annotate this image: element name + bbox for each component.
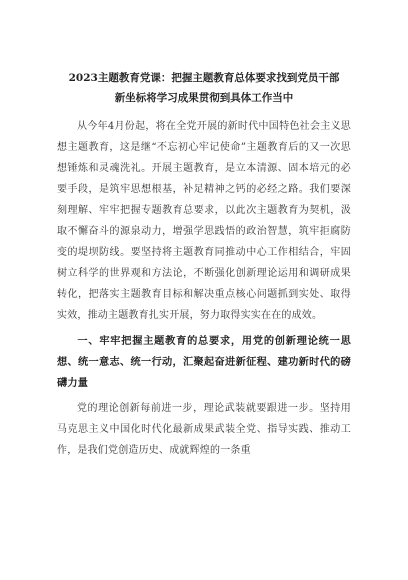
paragraph-intro: 从今年4月份起，将在全党开展的新时代中国特色社会主义思想主题教育，这是继“不忘初心牢记使命”主题教育后的又一次思想锤炼和灵魂洗礼。开展主题教育，是立本清源、固本培元的必要手段，是筑牢思想根基，补足精神之钙的必经之路。我们要深刻理解、牢牢把握专题教育总要求，以此次主题教育为契机，汲取不懈奋斗的源泉动力，增强学思践悟的政治智慧，筑牢拒腐防变的堤坝防线。要坚持将主题教育同推动中心工作相结合，牢固树立科学的世界观和方法论，不断强化创新理论运用和调研成果转化，把落实主题教育目标和解决重点核心问题抓到实处、取得实效，推动主题教育扎实开展，努力取得实实在在的成效。 (57, 121, 351, 321)
title-line-1: 2023主题教育党课：把握主题教育总体要求找到党员干部 (68, 72, 340, 84)
document-title (57, 68, 351, 108)
section-heading-1: 一、牢牢把握主题教育的总要求，用党的创新理论统一思想、统一意志、统一行动，汇聚起奋进新征程、建功新时代的磅礴力量 (57, 335, 351, 389)
paragraph-section-1: 党的理论创新每前进一步，理论武装就要跟进一步。坚持用马克思主义中国化时代化最新成果武装全党、指导实践、推动工作，是我们党创造历史、成就辉煌的一条重 (57, 403, 351, 456)
title-line-2: 新坐标将学习成果贯彻到具体工作当中 (114, 92, 294, 104)
